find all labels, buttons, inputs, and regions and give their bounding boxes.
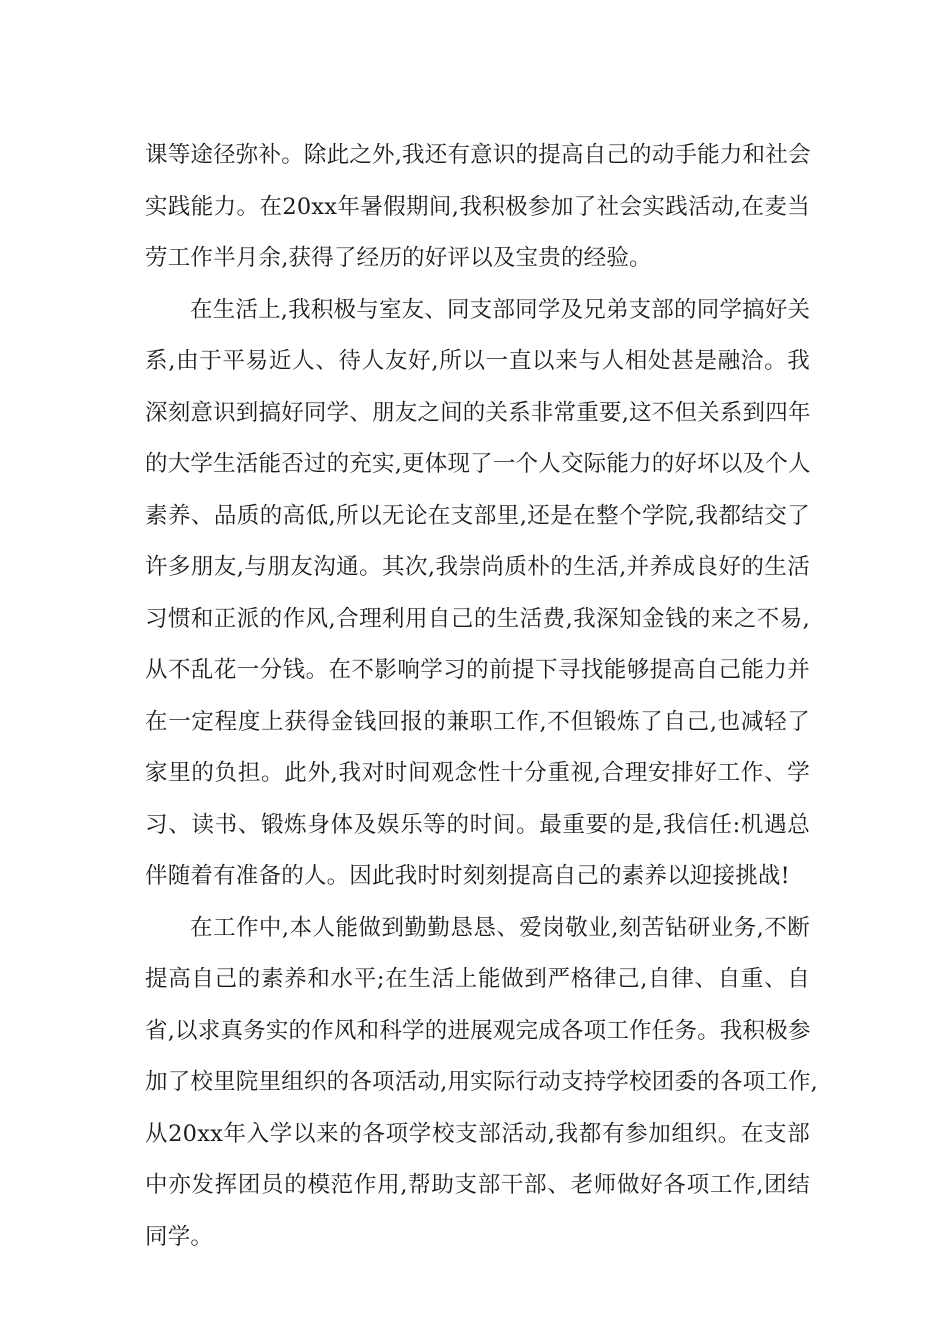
- text-line: 素养、品质的高低,所以无论在支部里,还是在整个学院,我都结交了: [145, 502, 810, 529]
- text-line: 许多朋友,与朋友沟通。其次,我崇尚质朴的生活,并养成良好的生活: [145, 554, 810, 580]
- text-line: 习惯和正派的作风,合理利用自己的生活费,我深知金钱的来之不易,: [145, 605, 810, 632]
- text-line: 系,由于平易近人、待人友好,所以一直以来与人相处甚是融洽。我: [145, 348, 810, 374]
- text-line: 的大学生活能否过的充实,更体现了一个人交际能力的好坏以及个人: [145, 451, 811, 477]
- text-line: 省,以求真务实的作风和科学的进展观完成各项工作任务。我积极参: [145, 1017, 811, 1044]
- text-line: 家里的负担。此外,我对时间观念性十分重视,合理安排好工作、学: [145, 760, 810, 786]
- paragraph-2: [145, 285, 810, 903]
- text-line: 中亦发挥团员的模范作用,帮助支部干部、老师做好各项工作,团结: [145, 1172, 810, 1198]
- text-line: 课等途径弥补。除此之外,我还有意识的提高自己的动手能力和社会: [145, 142, 811, 168]
- text-line: 伴随着有准备的人。因此我时时刻刻提高自己的素养以迎接挑战!: [145, 863, 790, 889]
- paragraph-3: [145, 903, 819, 1264]
- text-line: 同学。: [145, 1223, 214, 1250]
- text-line: 在工作中,本人能做到勤勤恳恳、爱岗敬业,刻苦钻研业务,不断: [190, 914, 810, 941]
- text-line: 实践能力。在20xx年暑假期间,我积极参加了社会实践活动,在麦当: [145, 193, 810, 220]
- text-line: 在生活上,我积极与室友、同支部同学及兄弟支部的同学搞好关: [190, 296, 811, 323]
- text-line: 从20xx年入学以来的各项学校支部活动,我都有参加组织。在支部: [145, 1120, 810, 1147]
- text-line: 从不乱花一分钱。在不影响学习的前提下寻找能够提高自己能力并: [145, 657, 810, 683]
- paragraph-1: [145, 130, 810, 285]
- document-body: [145, 130, 819, 1263]
- text-line: 在一定程度上获得金钱回报的兼职工作,不但锻炼了自己,也减轻了: [145, 708, 810, 735]
- text-line: 习、读书、锻炼身体及娱乐等的时间。最重要的是,我信任:机遇总: [145, 811, 810, 838]
- text-line: 加了校里院里组织的各项活动,用实际行动支持学校团委的各项工作,: [145, 1069, 819, 1095]
- text-line: 劳工作半月余,获得了经历的好评以及宝贵的经验。: [145, 245, 652, 271]
- text-line: 深刻意识到搞好同学、朋友之间的关系非常重要,这不但关系到四年: [145, 399, 811, 426]
- text-line: 提高自己的素养和水平;在生活上能做到严格律己,自律、自重、自: [145, 966, 810, 992]
